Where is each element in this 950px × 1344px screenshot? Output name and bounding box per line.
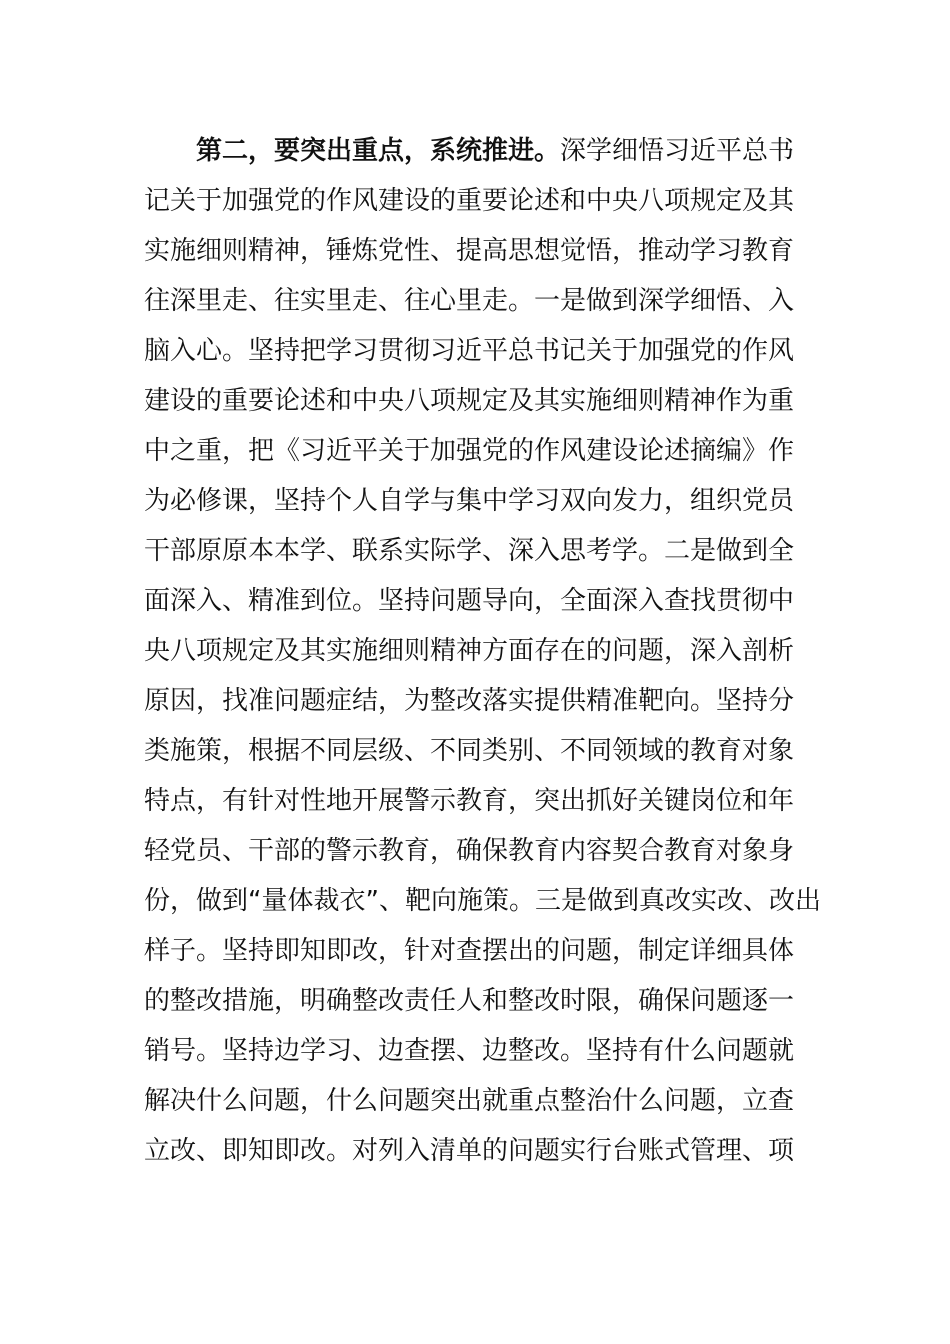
paragraph-line: 立改、即知即改。对列入清单的问题实行台账式管理、项 [144, 1136, 795, 1166]
paragraph-line: 为必修课，坚持个人自学与集中学习双向发力，组织党员 [144, 486, 795, 516]
paragraph-line: 的整改措施，明确整改责任人和整改时限，确保问题逐一 [144, 986, 795, 1016]
paragraph-text: 深学细悟习近平总书 [560, 136, 795, 166]
paragraph-line: 原因，找准问题症结，为整改落实提供精准靶向。坚持分 [144, 686, 795, 716]
paragraph-line: 中之重，把《习近平关于加强党的作风建设论述摘编》作 [144, 436, 795, 466]
paragraph-line: 央八项规定及其实施细则精神方面存在的问题，深入剖析 [144, 636, 795, 666]
paragraph-line: 脑入心。坚持把学习贯彻习近平总书记关于加强党的作风 [144, 336, 795, 366]
paragraph-line: 轻党员、干部的警示教育，确保教育内容契合教育对象身 [144, 836, 795, 866]
paragraph-line: 类施策，根据不同层级、不同类别、不同领域的教育对象 [144, 736, 795, 766]
paragraph-line: 销号。坚持边学习、边查摆、边整改。坚持有什么问题就 [144, 1036, 795, 1066]
paragraph-line: 建设的重要论述和中央八项规定及其实施细则精神作为重 [144, 386, 795, 416]
paragraph-line: 干部原原本本学、联系实际学、深入思考学。二是做到全 [144, 536, 795, 566]
paragraph-line: 实施细则精神，锤炼党性、提高思想觉悟，推动学习教育 [144, 236, 795, 266]
paragraph-line: 份，做到“量体裁衣”、靶向施策。三是做到真改实改、改出 [144, 886, 821, 916]
paragraph-line: 解决什么问题，什么问题突出就重点整治什么问题，立查 [144, 1086, 795, 1116]
paragraph-line: 往深里走、往实里走、往心里走。一是做到深学细悟、入 [144, 286, 795, 316]
paragraph-heading: 第二，要突出重点，系统推进。 [196, 136, 561, 166]
paragraph-line-1 [144, 126, 804, 176]
body-paragraph [144, 126, 821, 1176]
paragraph-line: 面深入、精准到位。坚持问题导向，全面深入查找贯彻中 [144, 586, 795, 616]
paragraph-line: 特点，有针对性地开展警示教育，突出抓好关键岗位和年 [144, 786, 795, 816]
paragraph-line: 样子。坚持即知即改，针对查摆出的问题，制定详细具体 [144, 936, 795, 966]
paragraph-line: 记关于加强党的作风建设的重要论述和中央八项规定及其 [144, 186, 795, 216]
